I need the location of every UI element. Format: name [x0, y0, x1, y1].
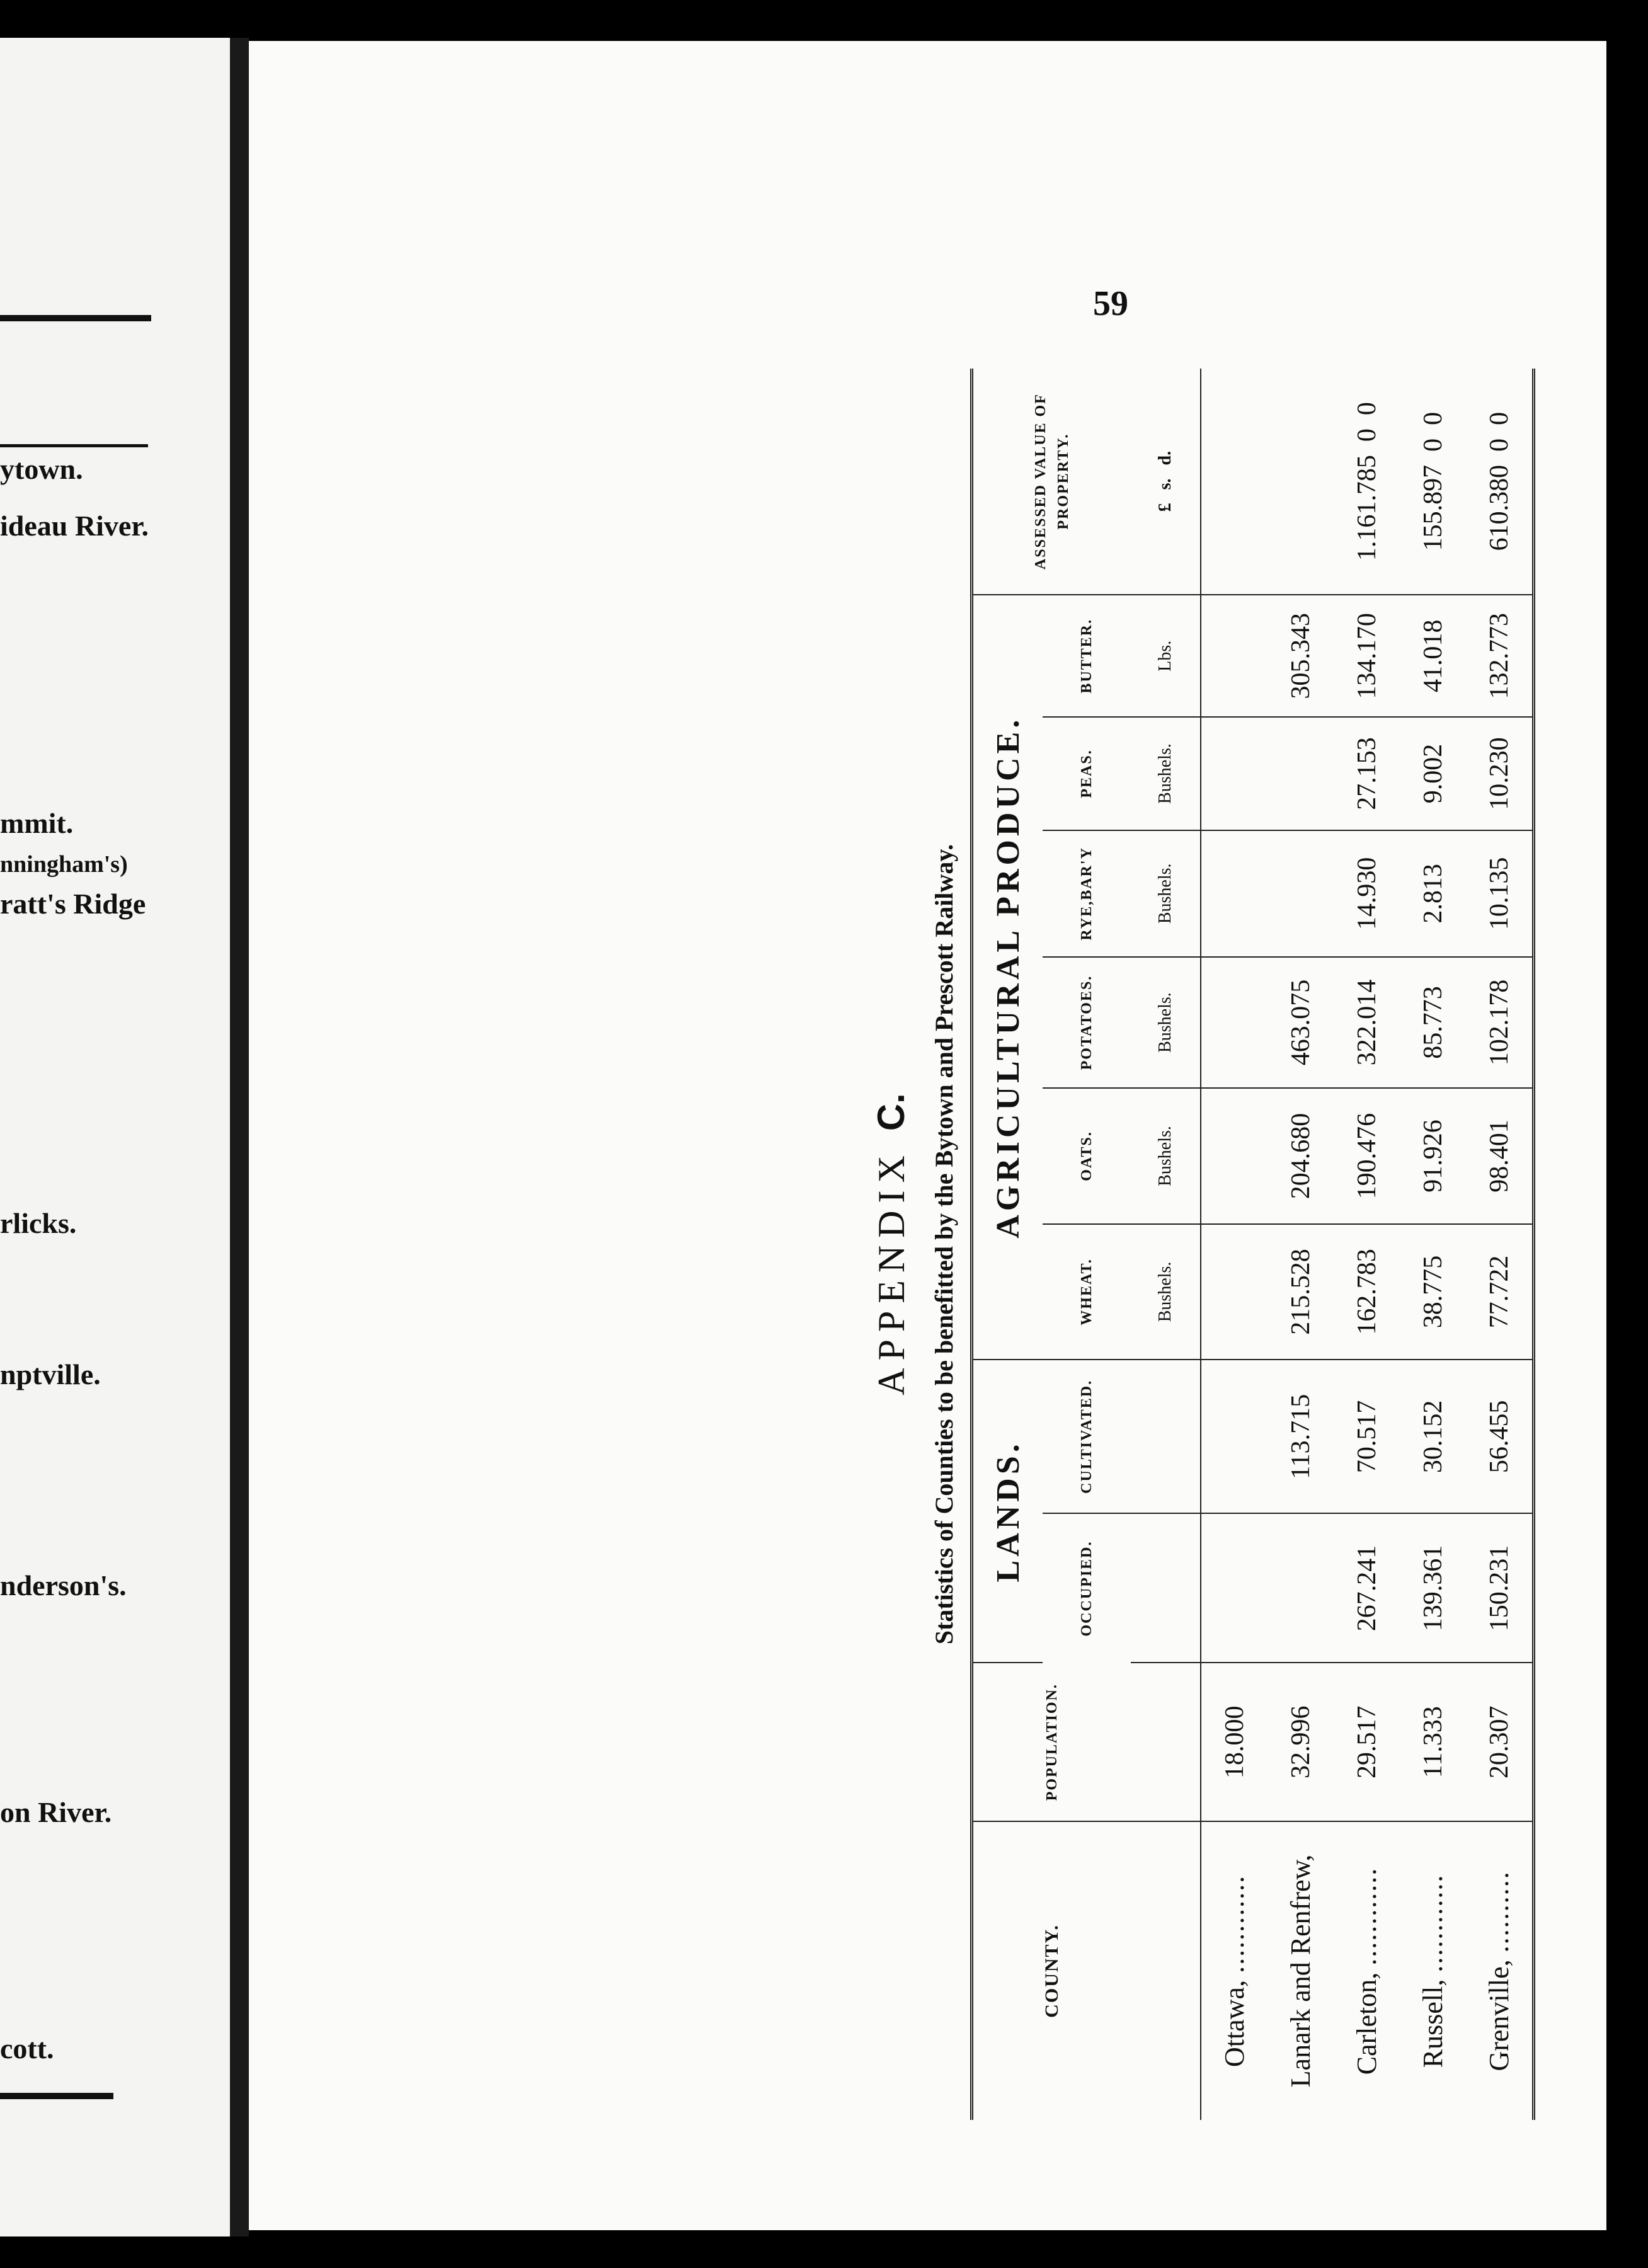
statistics-table: [970, 369, 1535, 2120]
divider: [0, 444, 148, 447]
appendix-letter: C.: [870, 1093, 912, 1131]
unit-cell: [1131, 1360, 1201, 1513]
cell-assessed-value: 1.161.785 0 0: [1334, 369, 1400, 595]
county-name: Russell,: [1417, 1979, 1448, 2068]
group-header-lands: LANDS.: [972, 1360, 1043, 1663]
leader-dots: ............: [1417, 1874, 1448, 1973]
unit-butter: Lbs.: [1131, 595, 1201, 717]
column-header-oats: OATS.: [1043, 1088, 1131, 1224]
left-page-fragment: [0, 38, 230, 2236]
cell-peas: [1267, 717, 1334, 830]
cell-assessed-value: [1267, 369, 1334, 595]
group-header-agricultural-produce: AGRICULTURAL PRODUCE.: [972, 595, 1043, 1360]
cell-wheat: 38.775: [1400, 1224, 1466, 1360]
table-row: [1267, 369, 1334, 2120]
left-page-text: rlicks.: [0, 1207, 77, 1239]
cell-county: [1400, 1821, 1466, 2120]
column-header-county: COUNTY.: [1041, 1924, 1062, 2018]
left-page-text: nptville.: [0, 1358, 101, 1390]
cell-butter: 134.170: [1334, 595, 1400, 717]
cell-population: 18.000: [1201, 1663, 1267, 1821]
cell-population: 29.517: [1334, 1663, 1400, 1821]
left-page-text: ideau River.: [0, 510, 149, 542]
column-header-wheat: WHEAT.: [1043, 1224, 1131, 1360]
cell-occupied: [1267, 1513, 1334, 1663]
cell-county: [1201, 1821, 1267, 2120]
left-page-text: nningham's): [0, 851, 128, 878]
cell-oats: 91.926: [1400, 1088, 1466, 1224]
cell-population: 11.333: [1400, 1663, 1466, 1821]
unit-cell: [1131, 1821, 1201, 2120]
column-header-butter: BUTTER.: [1043, 595, 1131, 717]
cell-peas: [1201, 717, 1267, 830]
cell-potatoes: 85.773: [1400, 957, 1466, 1088]
cell-occupied: 150.231: [1466, 1513, 1534, 1663]
cell-wheat: [1201, 1224, 1267, 1360]
cell-cultivated: [1201, 1360, 1267, 1513]
leader-dots: ..........: [1484, 1870, 1514, 1953]
page-number: 59: [1093, 284, 1128, 323]
table-row: [1400, 369, 1466, 2120]
cell-county: [1334, 1821, 1400, 2120]
cell-occupied: [1201, 1513, 1267, 1663]
cell-occupied: 139.361: [1400, 1513, 1466, 1663]
left-page-text: ytown.: [0, 453, 83, 485]
unit-cell: [1131, 1663, 1201, 1821]
unit-rye-barley: Bushels.: [1131, 830, 1201, 957]
cell-cultivated: 30.152: [1400, 1360, 1466, 1513]
cell-assessed-value: 610.380 0 0: [1466, 369, 1534, 595]
cell-rye-barley: 2.813: [1400, 830, 1466, 957]
cell-wheat: 77.722: [1466, 1224, 1534, 1360]
cell-assessed-value: 155.897 0 0: [1400, 369, 1466, 595]
table-row: [1466, 369, 1534, 2120]
left-page-text: nderson's.: [0, 1569, 127, 1601]
rotated-content: [869, 369, 1514, 2120]
appendix-title: [869, 369, 913, 2120]
cell-butter: [1201, 595, 1267, 717]
cell-rye-barley: 14.930: [1334, 830, 1400, 957]
cell-assessed-value: [1201, 369, 1267, 595]
leader-dots: ............: [1219, 1874, 1250, 1973]
group-header-row: [972, 369, 1043, 2120]
column-header-potatoes: POTATOES.: [1043, 957, 1131, 1088]
cell-cultivated: 70.517: [1334, 1360, 1400, 1513]
unit-cell: [1131, 1513, 1201, 1663]
cell-oats: 98.401: [1466, 1088, 1534, 1224]
cell-peas: 9.002: [1400, 717, 1466, 830]
cell-county: [1267, 1821, 1334, 2120]
county-name: Carleton,: [1351, 1972, 1382, 2075]
cell-county: [1466, 1821, 1534, 2120]
left-page-text: ratt's Ridge: [0, 888, 146, 920]
county-name: Grenville,: [1484, 1959, 1514, 2071]
cell-peas: 10.230: [1466, 717, 1534, 830]
unit-assessed-value: £ s. d.: [1131, 369, 1201, 595]
cell-potatoes: [1201, 957, 1267, 1088]
table-body: [1201, 369, 1534, 2120]
left-page-text: cott.: [0, 2032, 54, 2065]
cell-wheat: 162.783: [1334, 1224, 1400, 1360]
cell-potatoes: 463.075: [1267, 957, 1334, 1088]
cell-wheat: 215.528: [1267, 1224, 1334, 1360]
book-gutter: [230, 38, 249, 2236]
cell-oats: 190.476: [1334, 1088, 1400, 1224]
column-header-peas: PEAS.: [1043, 717, 1131, 830]
divider: [0, 2093, 113, 2099]
county-name: Lanark and Renfrew,: [1285, 1854, 1316, 2088]
column-header-cultivated: CULTIVATED.: [1043, 1360, 1131, 1513]
cell-oats: 204.680: [1267, 1088, 1334, 1224]
cell-butter: 41.018: [1400, 595, 1466, 717]
unit-wheat: Bushels.: [1131, 1224, 1201, 1360]
divider: [0, 315, 151, 321]
right-page: [249, 41, 1606, 2230]
cell-rye-barley: 10.135: [1466, 830, 1534, 957]
unit-potatoes: Bushels.: [1131, 957, 1201, 1088]
cell-rye-barley: [1201, 830, 1267, 957]
column-header-population: POPULATION.: [972, 1663, 1131, 1821]
cell-population: 32.996: [1267, 1663, 1334, 1821]
leader-dots: ............: [1351, 1867, 1382, 1966]
column-header-assessed-value: ASSESSED VALUE OF PROPERTY.: [972, 369, 1131, 595]
cell-peas: 27.153: [1334, 717, 1400, 830]
cell-cultivated: 56.455: [1466, 1360, 1534, 1513]
cell-oats: [1201, 1088, 1267, 1224]
table-subtitle: Statistics of Counties to be benefitted by the Bytown and Prescott Railway.: [930, 844, 958, 1645]
cell-butter: 305.343: [1267, 595, 1334, 717]
unit-oats: Bushels.: [1131, 1088, 1201, 1224]
cell-potatoes: 102.178: [1466, 957, 1534, 1088]
county-name: Ottawa,: [1219, 1979, 1250, 2067]
cell-cultivated: 113.715: [1267, 1360, 1334, 1513]
column-header-rye-barley: RYE,BAR'Y: [1043, 830, 1131, 957]
cell-occupied: 267.241: [1334, 1513, 1400, 1663]
unit-peas: Bushels.: [1131, 717, 1201, 830]
cell-potatoes: 322.014: [1334, 957, 1400, 1088]
appendix-word: APPENDIX: [871, 1148, 912, 1395]
table-row: [1201, 369, 1267, 2120]
column-header-occupied: OCCUPIED.: [1078, 1540, 1095, 1637]
table-row: [1334, 369, 1400, 2120]
cell-butter: 132.773: [1466, 595, 1534, 717]
left-page-text: on River.: [0, 1796, 112, 1828]
left-page-text: mmit.: [0, 807, 74, 839]
cell-rye-barley: [1267, 830, 1334, 957]
units-row: [1131, 369, 1201, 2120]
cell-population: 20.307: [1466, 1663, 1534, 1821]
